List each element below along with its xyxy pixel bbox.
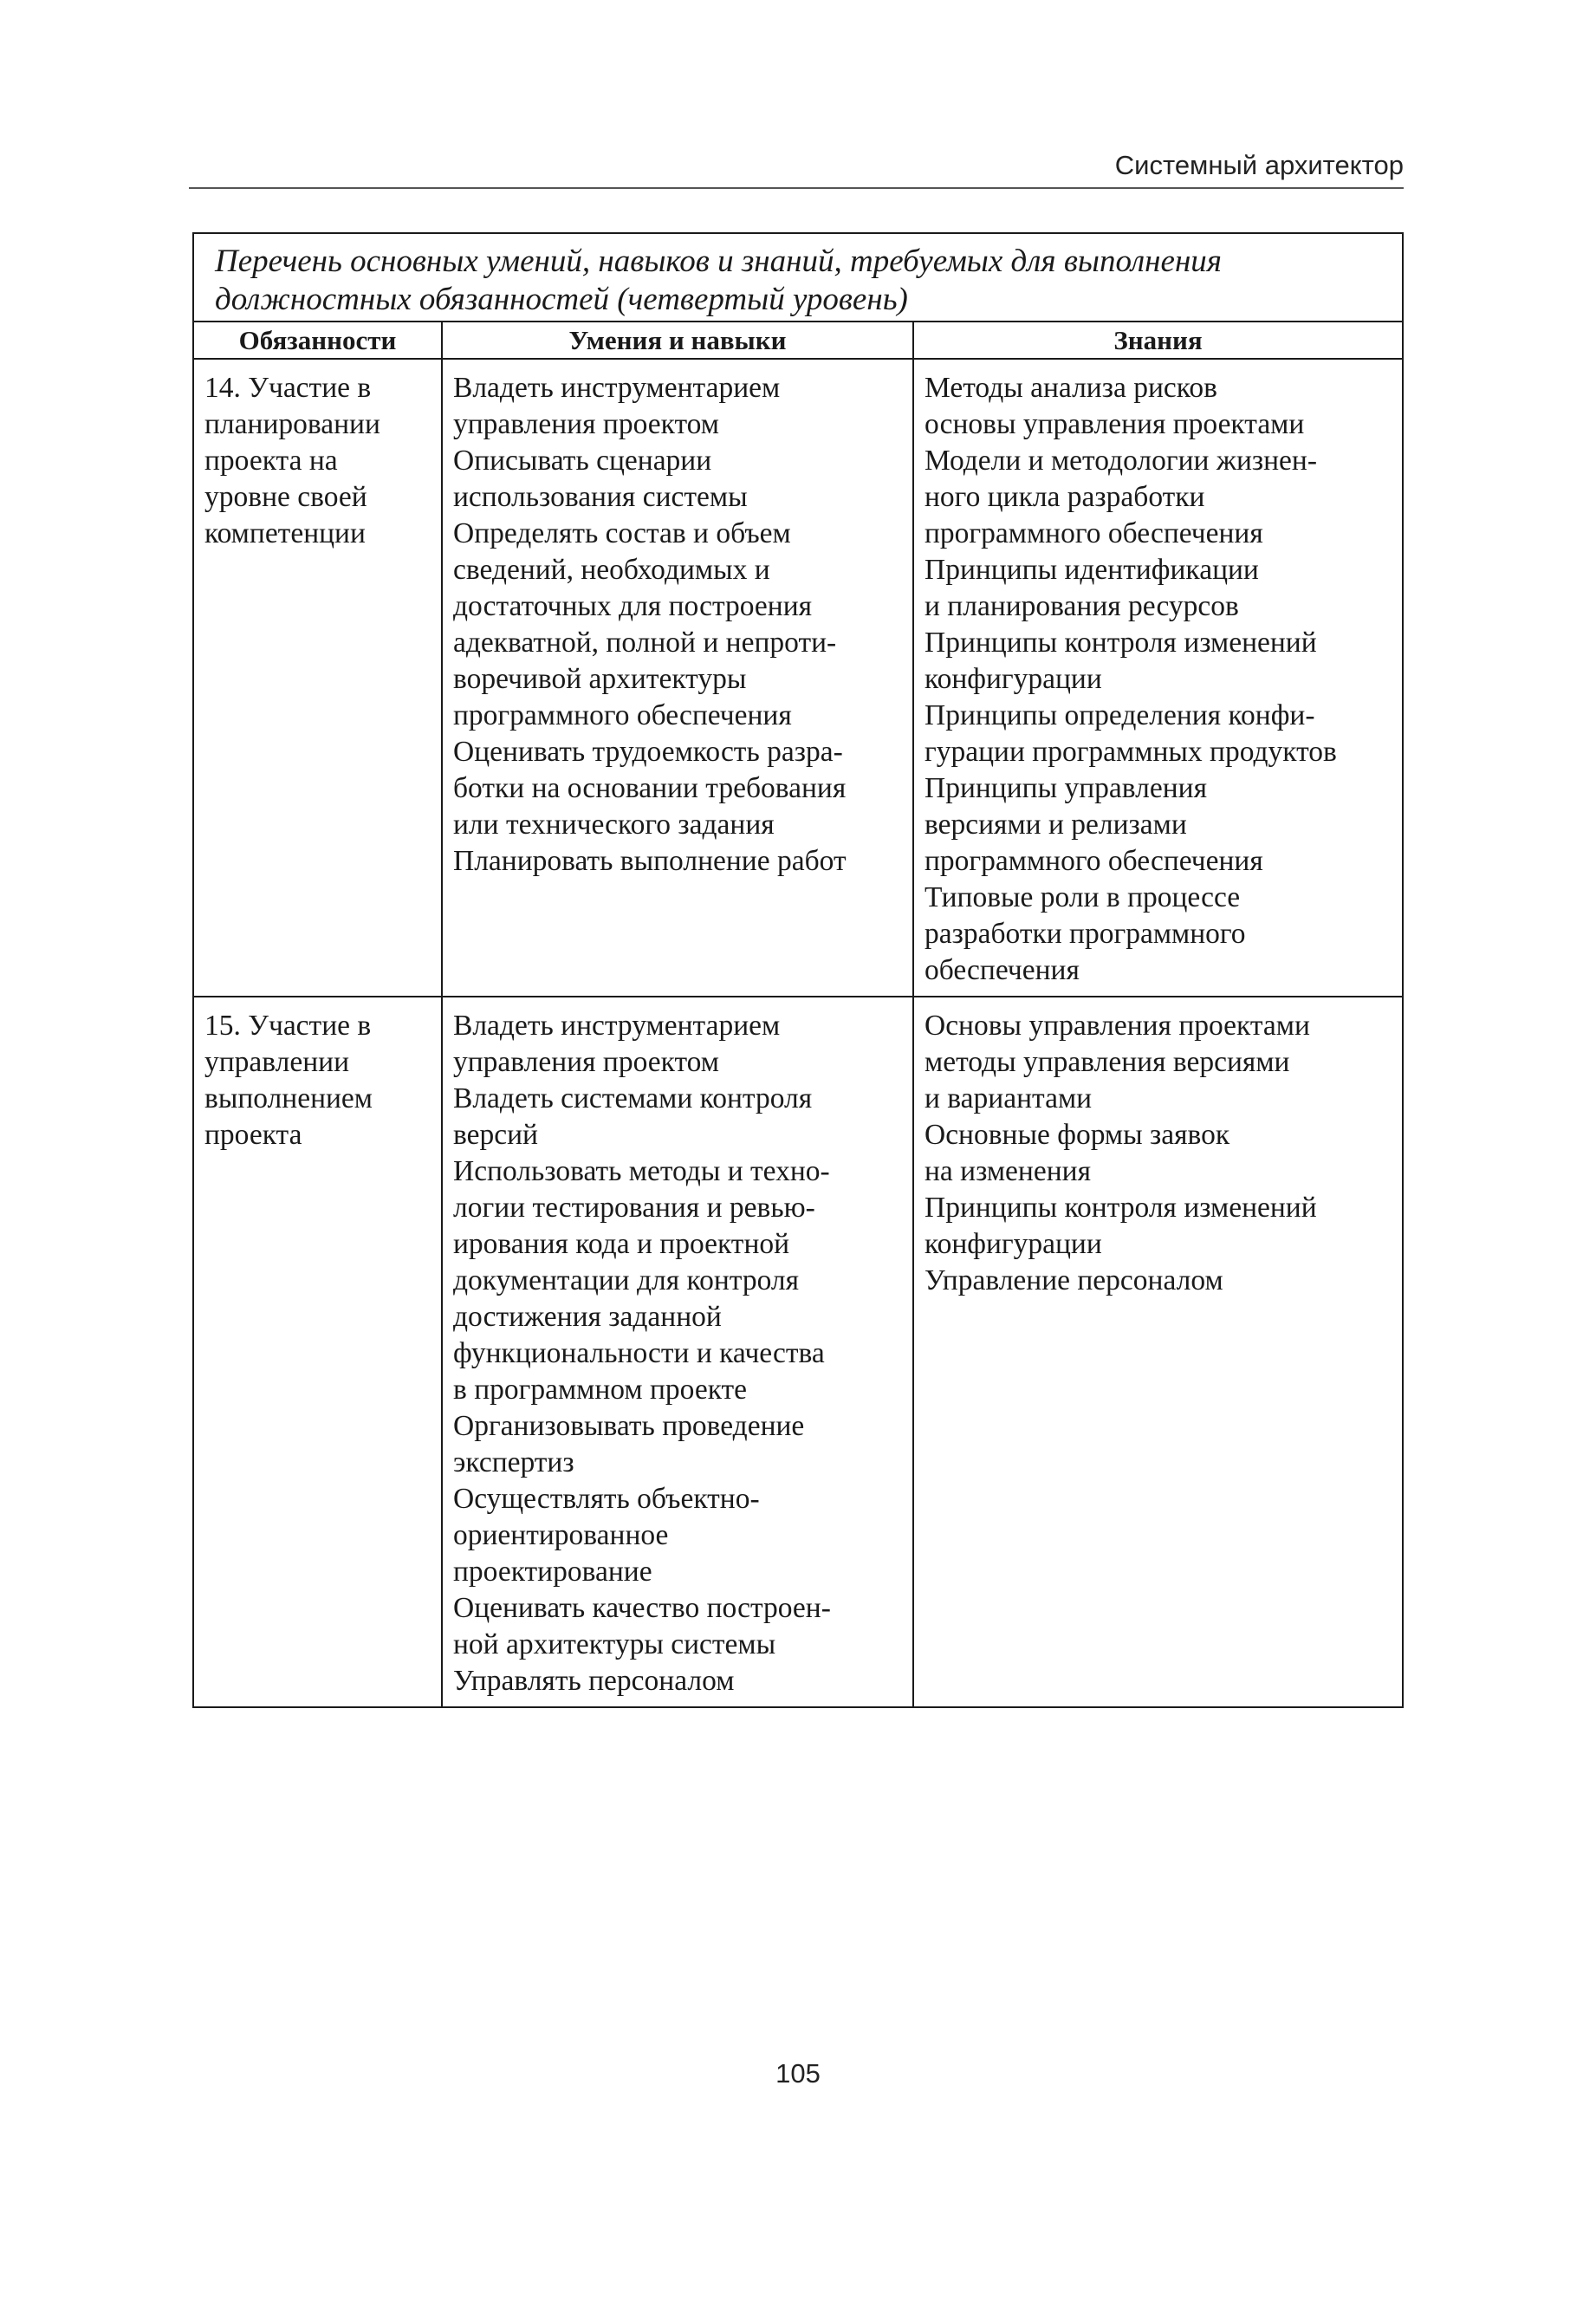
knowledge-cell <box>913 359 1403 997</box>
cell-line: Основные формы заявок <box>925 1119 1230 1151</box>
cell-line: основы управления проектами <box>925 408 1305 440</box>
cell-line: Описывать сценарии <box>453 445 712 477</box>
cell-line: программного обеспечения <box>453 699 792 731</box>
cell-line: логии тестирования и ревью- <box>453 1192 815 1224</box>
duty-cell <box>193 997 442 1707</box>
cell-line: версий <box>453 1119 538 1151</box>
cell-line: достижения заданной <box>453 1301 722 1333</box>
cell-line: уровне своей <box>204 481 367 513</box>
cell-line: проекта <box>204 1119 302 1151</box>
cell-line: управлении <box>204 1046 350 1078</box>
cell-line: гурации программных продуктов <box>925 736 1337 768</box>
cell-line: Принципы контроля изменений <box>925 1192 1317 1224</box>
knowledge-cell <box>913 997 1403 1707</box>
column-header-skills: Умения и навыки <box>442 322 913 359</box>
cell-line: 14. Участие в <box>204 372 372 404</box>
cell-line: Владеть инструментарием <box>453 1010 781 1042</box>
cell-line: Владеть системами контроля <box>453 1082 813 1114</box>
skills-cell <box>442 997 913 1707</box>
skills-cell <box>442 359 913 997</box>
cell-line: экспертиз <box>453 1446 574 1478</box>
cell-line: ного цикла разработки <box>925 481 1205 513</box>
duty-cell <box>193 359 442 997</box>
cell-line: проекта на <box>204 445 338 477</box>
cell-line: ной архитектуры системы <box>453 1628 776 1660</box>
cell-line: и вариантами <box>925 1082 1093 1114</box>
competency-table-container <box>192 232 1402 1708</box>
page-number: 105 <box>775 2058 821 2089</box>
cell-line: ботки на основании требования <box>453 772 847 804</box>
cell-line: конфигурации <box>925 1228 1102 1260</box>
caption-line: должностных обязанностей (четвертый уровень) <box>215 282 908 317</box>
cell-line: компетенции <box>204 517 366 549</box>
cell-line: проектирование <box>453 1556 652 1588</box>
cell-line: выполнением <box>204 1082 373 1114</box>
cell-line: документации для контроля <box>453 1264 800 1296</box>
cell-line: управления проектом <box>453 408 719 440</box>
cell-line: Модели и методологии жизнен- <box>925 445 1318 477</box>
column-header-duties: Обязанности <box>193 322 442 359</box>
cell-line: воречивой архитектуры <box>453 663 747 695</box>
cell-line: адекватной, полной и непроти- <box>453 627 837 659</box>
cell-line: ориентированное <box>453 1519 669 1551</box>
cell-line: Управление персоналом <box>925 1264 1223 1296</box>
cell-line: Основы управления проектами <box>925 1010 1310 1042</box>
cell-line: ирования кода и проектной <box>453 1228 790 1260</box>
cell-line: 15. Участие в <box>204 1010 372 1042</box>
cell-line: Оценивать трудоемкость разра- <box>453 736 843 768</box>
column-header-knowledge: Знания <box>913 322 1403 359</box>
cell-line: в программном проекте <box>453 1374 748 1406</box>
cell-line: и планирования ресурсов <box>925 590 1239 622</box>
cell-line: программного обеспечения <box>925 517 1263 549</box>
cell-line: Управлять персоналом <box>453 1665 735 1697</box>
cell-line: сведений, необходимых и <box>453 554 770 586</box>
cell-line: Организовывать проведение <box>453 1410 805 1442</box>
cell-line: Использовать методы и техно- <box>453 1155 830 1187</box>
cell-line: Принципы идентификации <box>925 554 1259 586</box>
cell-line: Определять состав и объем <box>453 517 791 549</box>
cell-line: использования системы <box>453 481 748 513</box>
table-caption-row <box>193 233 1403 322</box>
cell-line: управления проектом <box>453 1046 719 1078</box>
cell-line: Типовые роли в процессе <box>925 881 1241 913</box>
cell-line: Оценивать качество построен- <box>453 1592 831 1624</box>
cell-line: Методы анализа рисков <box>925 372 1217 404</box>
column-header-row <box>193 322 1403 359</box>
cell-line: конфигурации <box>925 663 1102 695</box>
cell-line: функциональности и качества <box>453 1337 825 1369</box>
cell-line: планировании <box>204 408 380 440</box>
cell-line: обеспечения <box>925 954 1080 986</box>
cell-line: Планировать выполнение работ <box>453 845 847 877</box>
cell-line: разработки программного <box>925 918 1246 950</box>
cell-line: Принципы управления <box>925 772 1207 804</box>
cell-line: Осуществлять объектно- <box>453 1483 760 1515</box>
table-row <box>193 997 1403 1707</box>
running-header-title: Системный архитектор <box>1114 150 1404 180</box>
cell-line: программного обеспечения <box>925 845 1263 877</box>
cell-line: Принципы определения конфи- <box>925 699 1315 731</box>
cell-line: или технического задания <box>453 809 775 841</box>
cell-line: Принципы контроля изменений <box>925 627 1317 659</box>
header-rule <box>189 187 1404 189</box>
table-row <box>193 359 1403 997</box>
cell-line: версиями и релизами <box>925 809 1187 841</box>
cell-line: Владеть инструментарием <box>453 372 781 404</box>
competency-table <box>192 232 1404 1708</box>
cell-line: на изменения <box>925 1155 1091 1187</box>
cell-line: методы управления версиями <box>925 1046 1290 1078</box>
table-caption <box>193 233 1403 322</box>
cell-line: достаточных для построения <box>453 590 813 622</box>
caption-line: Перечень основных умений, навыков и знаний, требуемых для выполнения <box>215 244 1222 279</box>
